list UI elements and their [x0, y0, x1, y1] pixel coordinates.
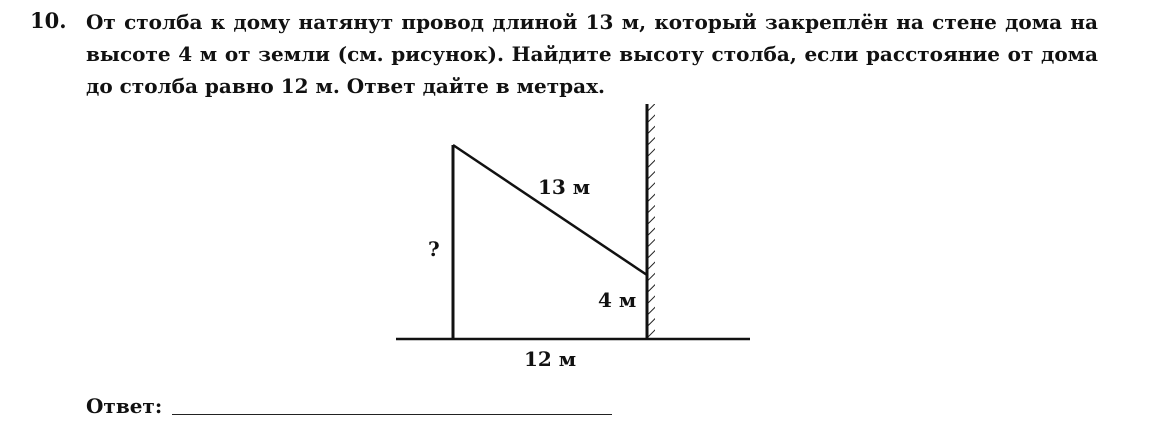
- answer-label: Ответ:: [86, 394, 163, 418]
- answer-field[interactable]: [172, 414, 612, 415]
- problem-number: 10.: [30, 8, 67, 33]
- wire: [453, 145, 647, 275]
- problem-text: От столба к дому натянут провод длиной 13 м, который закреплён на стене дома на высоте 4 м от земли (см. рисунок). Найдите высоту столба, если расстояние от дома до столба равно 12 м. Ответ дайте в метрах.: [86, 10, 1098, 98]
- pole-height-label: ?: [428, 237, 440, 261]
- distance-label: 12 м: [524, 347, 577, 371]
- wire-length-label: 13 м: [538, 175, 591, 199]
- attach-height-label: 4 м: [598, 288, 637, 312]
